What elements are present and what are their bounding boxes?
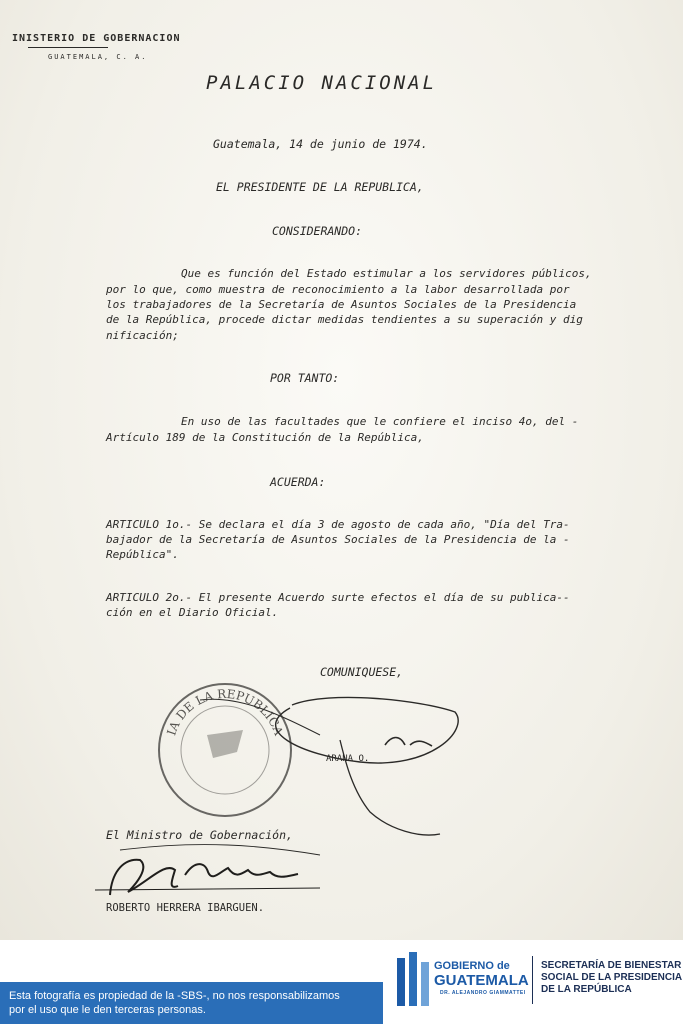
- sbs-logo-text: [541, 960, 682, 996]
- document-date: Guatemala, 14 de junio de 1974.: [213, 137, 428, 151]
- gobierno-line3: DR. ALEJANDRO GIAMMATTEI: [440, 990, 526, 996]
- por-tanto-line: En uso de las facultades que le confiere el inciso 4o, del -: [181, 415, 579, 428]
- ownership-disclaimer: [0, 982, 383, 1024]
- seal-text: IA DE LA REPUBLICA: [164, 686, 286, 738]
- articulo-1-line: ARTICULO 1o.- Se declara el día 3 de agosto de cada año, "Día del Tra-: [106, 518, 570, 531]
- sbs-line: SECRETARÍA DE BIENESTAR: [541, 960, 682, 971]
- minister-label: El Ministro de Gobernación,: [106, 828, 293, 842]
- articulo-2-line: ción en el Diario Oficial.: [106, 606, 279, 619]
- articulo-2-line: ARTICULO 2o.- El presente Acuerdo surte efectos el día de su publica--: [106, 591, 570, 604]
- considerando-line: de la República, procede dictar medidas tendientes a su superación y dig: [106, 313, 583, 326]
- sbs-line: SOCIAL DE LA PRESIDENCIA: [541, 972, 683, 983]
- disclaimer-line: por el uso que le den terceras personas.: [9, 1004, 206, 1016]
- minister-name: ROBERTO HERRERA IBARGUEN.: [106, 902, 265, 914]
- acuerda-heading: ACUERDA:: [270, 475, 326, 489]
- articulo-1-line: bajador de la Secretaría de Asuntos Sociales de la Presidencia de la -: [106, 533, 570, 546]
- considerando-line: los trabajadores de la Secretaría de Asuntos Sociales de la Presidencia: [106, 298, 577, 311]
- addressee: EL PRESIDENTE DE LA REPUBLICA,: [216, 180, 424, 194]
- ministry-header: INISTERIO DE GOBERNACION: [12, 33, 181, 44]
- gobierno-line1: GOBIERNO de: [434, 960, 510, 972]
- city-header: GUATEMALA, C. A.: [48, 53, 148, 61]
- gobierno-line2: GUATEMALA: [434, 972, 529, 989]
- government-logo-icon: [397, 952, 431, 1008]
- articulo-1-line: República".: [106, 548, 179, 561]
- considerando-line: por lo que, como muestra de reconocimiento a la labor desarrollada por: [106, 283, 570, 296]
- por-tanto-line: Artículo 189 de la Constitución de la República,: [106, 431, 424, 444]
- comuniquese: COMUNIQUESE,: [320, 665, 404, 679]
- disclaimer-line: Esta fotografía es propiedad de la -SBS-, no nos responsabilizamos: [9, 990, 340, 1002]
- por-tanto-heading: POR TANTO:: [270, 371, 340, 385]
- sbs-line: DE LA REPÚBLICA: [541, 984, 632, 995]
- considerando-heading: CONSIDERANDO:: [272, 224, 363, 238]
- president-name: ARANA O.: [326, 754, 370, 764]
- logo-separator: [532, 956, 533, 1004]
- considerando-line: Que es función del Estado estimular a los servidores públicos,: [181, 267, 592, 280]
- document-title: PALACIO NACIONAL: [206, 72, 438, 94]
- considerando-line: nificación;: [106, 329, 179, 342]
